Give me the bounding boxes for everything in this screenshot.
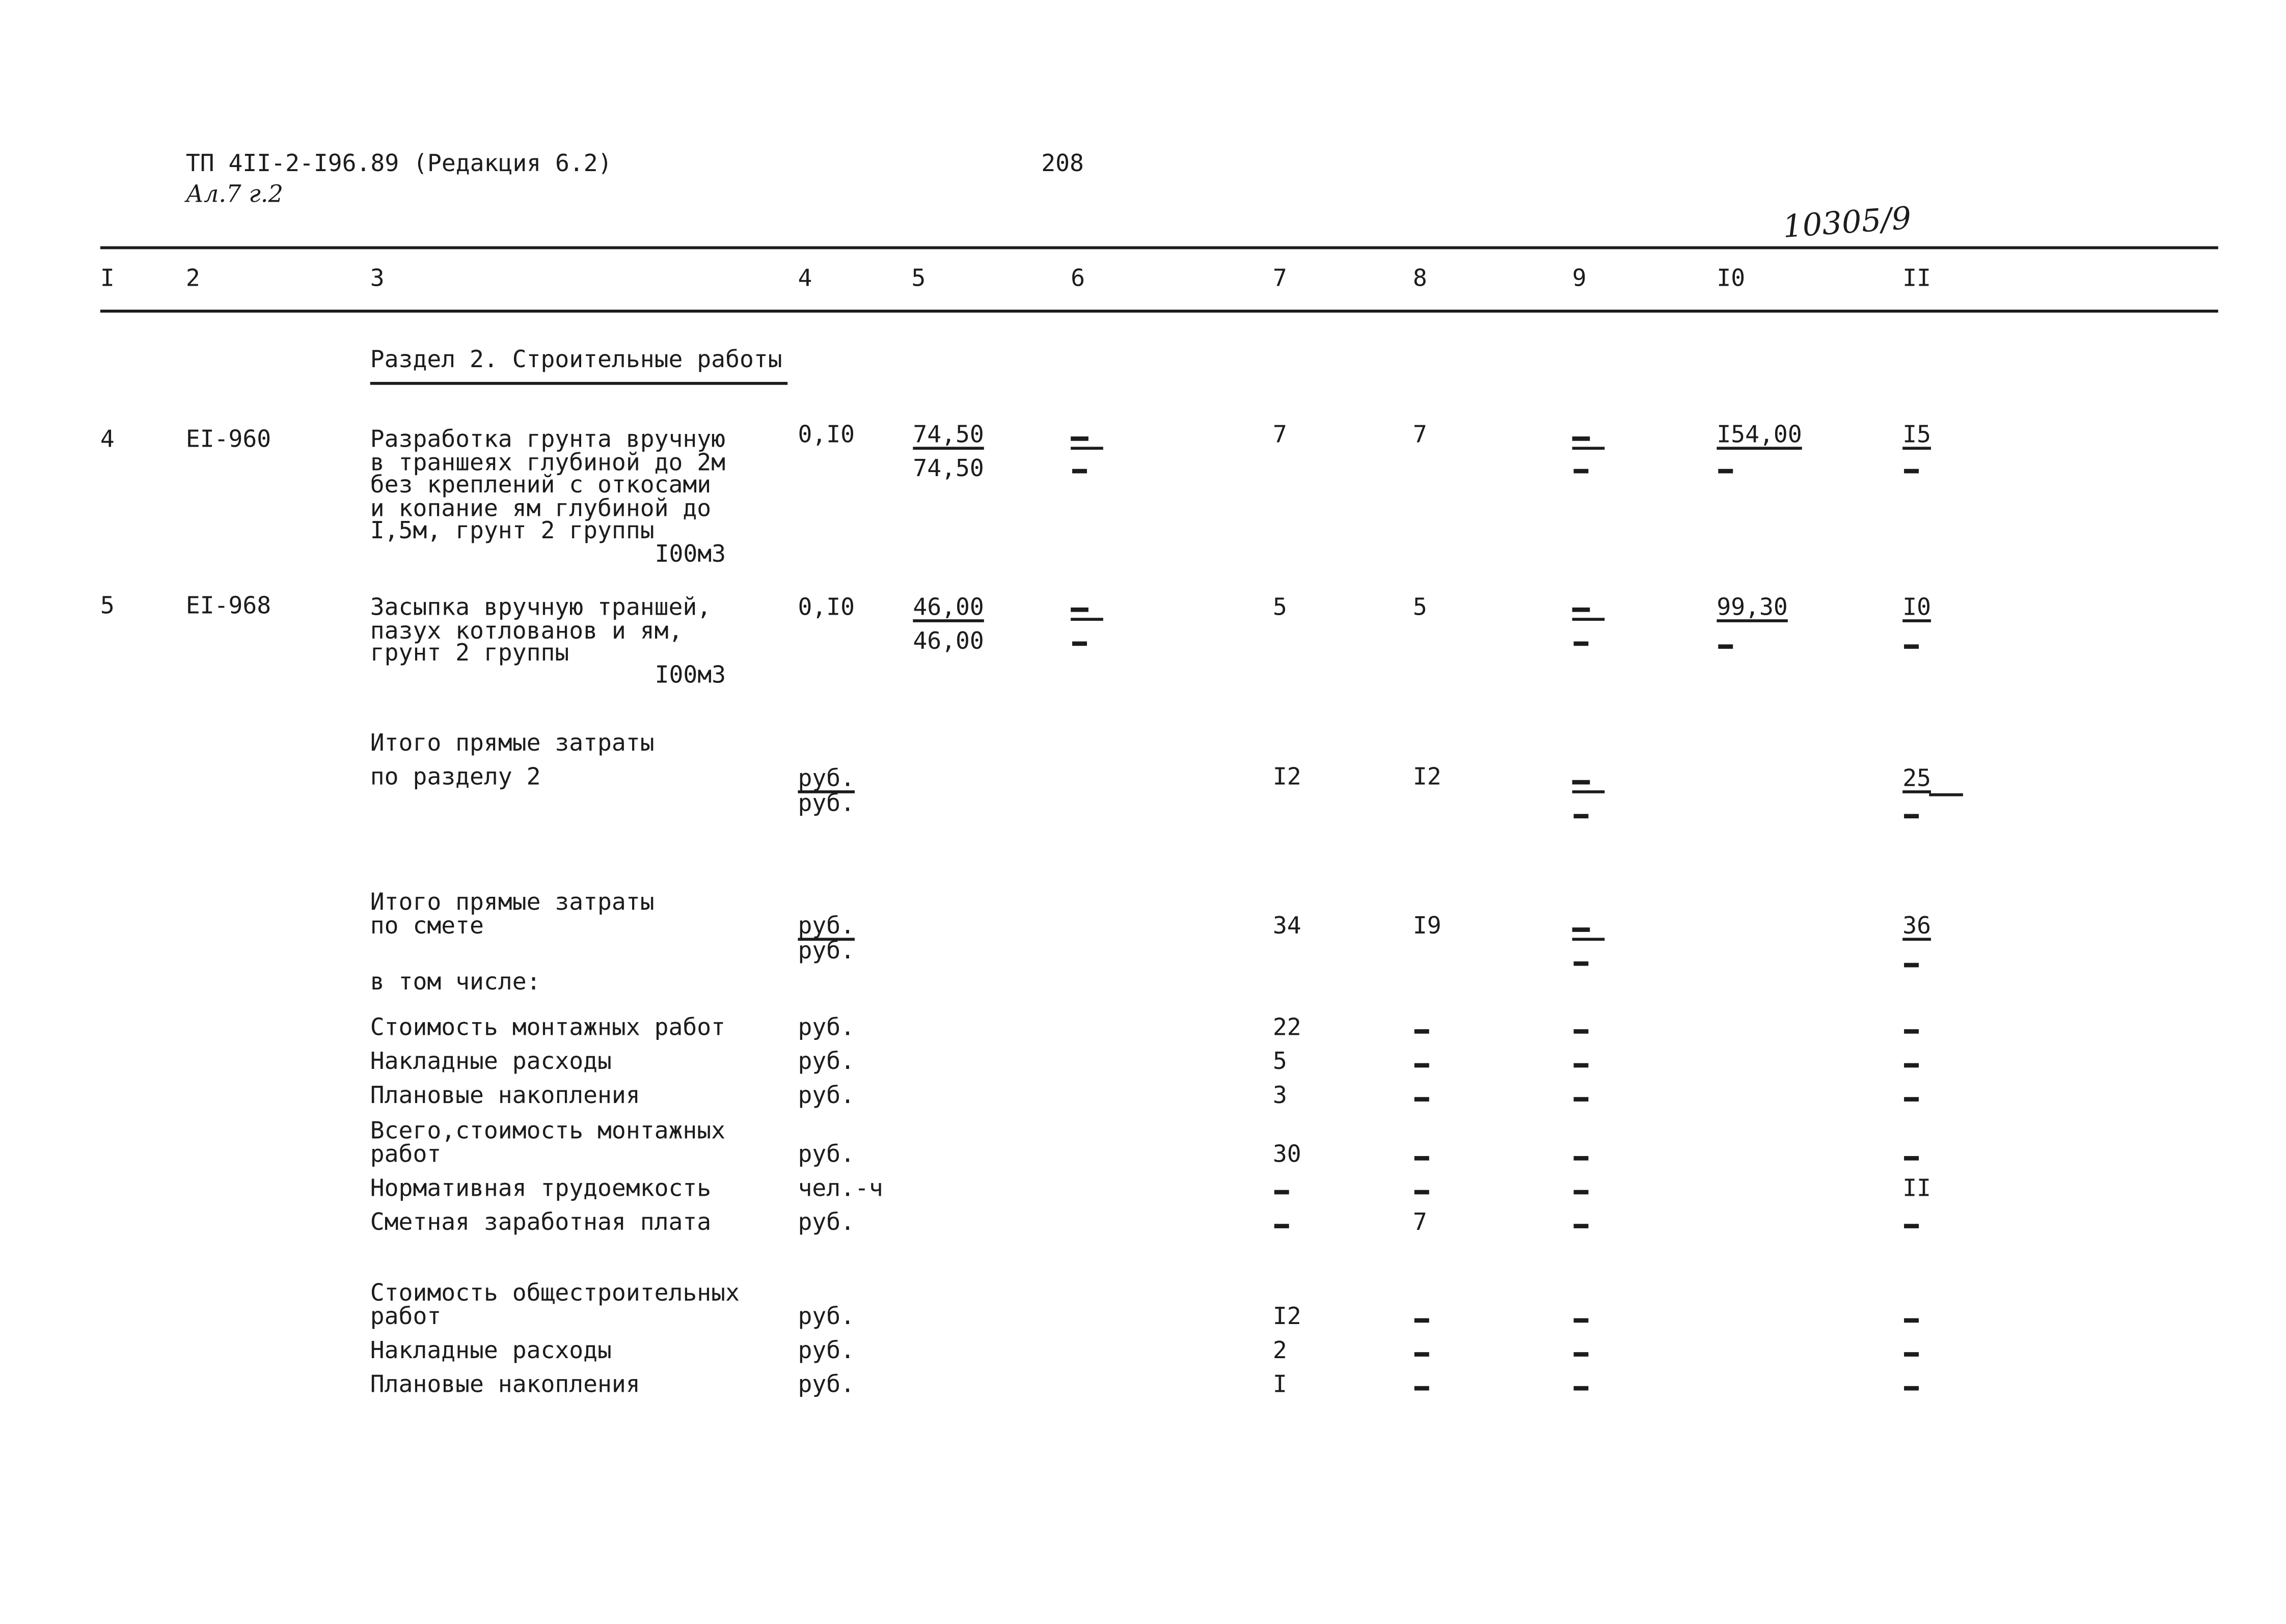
fraction-line <box>1572 447 1605 450</box>
breakdown-c11-value: II <box>1902 1173 1931 1202</box>
breakdown-c7-value: 2 <box>1272 1336 1287 1364</box>
including-label: в том числе: <box>370 967 541 996</box>
fraction-line <box>1071 618 1103 621</box>
empty-dash <box>1573 1156 1588 1161</box>
fraction-line <box>1071 447 1103 450</box>
col7-value: 7 <box>1272 420 1287 449</box>
empty-dash <box>1573 1386 1588 1391</box>
unit-price-total: 74,50 <box>913 420 984 449</box>
empty-dash <box>1414 1029 1429 1034</box>
empty-dash <box>1414 1352 1429 1357</box>
empty-dash <box>1573 642 1588 646</box>
empty-dash <box>1414 1156 1429 1161</box>
unit-price-total: 46,00 <box>913 592 984 621</box>
unit: I00м3 <box>655 539 726 568</box>
page-number: 208 <box>1041 149 1084 177</box>
col7-value: 5 <box>1272 592 1287 621</box>
col7-value: I2 <box>1272 762 1301 790</box>
unit-price-wages: 74,50 <box>913 454 984 482</box>
empty-dash <box>1904 1386 1919 1391</box>
unit-bottom: руб. <box>798 936 855 965</box>
breakdown-label: Плановые накопления <box>370 1081 640 1109</box>
subtotal-label-line1: Итого прямые затраты <box>370 728 655 757</box>
col11-value: I0 <box>1902 592 1931 621</box>
column-number: 2 <box>185 264 200 292</box>
empty-dash <box>1071 436 1088 441</box>
column-number: II <box>1902 264 1931 292</box>
col11-value: I5 <box>1902 420 1931 449</box>
empty-dash <box>1718 644 1733 649</box>
column-number: I0 <box>1717 264 1746 292</box>
empty-dash <box>1904 963 1919 968</box>
col8-value: 7 <box>1412 420 1427 449</box>
breakdown-label: Плановые накопления <box>370 1369 640 1398</box>
total-label-line1: Итого прямые затраты <box>370 888 655 916</box>
total-label-line2: по смете <box>370 911 484 940</box>
empty-dash <box>1573 1352 1588 1357</box>
unit-bottom: руб. <box>798 789 855 817</box>
empty-dash <box>1071 608 1088 612</box>
breakdown-c7-value: 30 <box>1272 1140 1301 1168</box>
handwritten-stamp: 10305/9 <box>1781 200 1913 245</box>
col11-value: 36 <box>1902 911 1931 940</box>
breakdown-label: Нормативная трудоемкость <box>370 1173 712 1202</box>
col10-value: I54,00 <box>1717 420 1802 449</box>
empty-dash <box>1573 961 1588 966</box>
breakdown-unit: руб. <box>798 1302 855 1330</box>
empty-dash <box>1904 1156 1919 1161</box>
empty-dash <box>1904 1318 1919 1323</box>
table-header-rule <box>100 310 2218 313</box>
section-title: Раздел 2. Строительные работы <box>370 345 782 373</box>
empty-dash <box>1904 1063 1919 1068</box>
breakdown-label: Всего,стоимость монтажных работ <box>370 1116 726 1168</box>
empty-dash <box>1904 1224 1919 1228</box>
breakdown-unit: чел.-ч <box>798 1173 883 1202</box>
col8-value: I9 <box>1412 911 1441 940</box>
empty-dash <box>1573 1063 1588 1068</box>
empty-dash <box>1904 1097 1919 1102</box>
empty-dash <box>1573 1190 1588 1195</box>
col8-value: 5 <box>1412 592 1427 621</box>
col7-value: 34 <box>1272 911 1301 940</box>
row-number: 4 <box>100 424 115 453</box>
breakdown-unit: руб. <box>798 1081 855 1109</box>
breakdown-label: Стоимость общестроительных работ <box>370 1278 740 1330</box>
empty-dash <box>1904 1029 1919 1034</box>
breakdown-unit: руб. <box>798 1207 855 1236</box>
breakdown-c8-value: 7 <box>1412 1207 1427 1236</box>
empty-dash <box>1072 642 1087 646</box>
empty-dash <box>1718 469 1733 474</box>
table-top-rule <box>100 246 2218 250</box>
fraction-line <box>1572 938 1605 941</box>
column-number: 7 <box>1272 264 1287 292</box>
fraction-line <box>1572 618 1605 621</box>
unit-top: руб. <box>798 911 855 940</box>
empty-dash <box>1572 927 1590 932</box>
empty-dash <box>1274 1190 1289 1195</box>
row-number: 5 <box>100 591 115 620</box>
column-number: 9 <box>1572 264 1587 292</box>
empty-dash <box>1414 1318 1429 1323</box>
breakdown-c7-value: I2 <box>1272 1302 1301 1330</box>
empty-dash <box>1072 469 1087 474</box>
unit-top: руб. <box>798 763 855 792</box>
empty-dash <box>1414 1097 1429 1102</box>
column-number: I <box>100 264 115 292</box>
empty-dash <box>1573 1318 1588 1323</box>
column-number: 3 <box>370 264 385 292</box>
breakdown-c7-value: 3 <box>1272 1081 1287 1109</box>
unit: I00м3 <box>655 660 726 689</box>
empty-dash <box>1573 1029 1588 1034</box>
empty-dash <box>1573 469 1588 474</box>
quantity: 0,I0 <box>798 420 855 449</box>
unit-price-wages: 46,00 <box>913 626 984 655</box>
breakdown-label: Сметная заработная плата <box>370 1207 712 1236</box>
empty-dash <box>1904 469 1919 474</box>
empty-dash <box>1904 814 1919 818</box>
underline-extension <box>1929 793 1963 796</box>
breakdown-unit: руб. <box>798 1140 855 1168</box>
column-number: 4 <box>798 264 812 292</box>
breakdown-label: Накладные расходы <box>370 1047 612 1075</box>
section-title-underline <box>370 382 787 385</box>
column-number: 6 <box>1071 264 1085 292</box>
col10-value: 99,30 <box>1717 592 1788 621</box>
album-note: Ал.7 г.2 <box>185 180 283 208</box>
document-code: ТП 4II-2-I96.89 (Редакция 6.2) <box>185 149 612 177</box>
empty-dash <box>1573 1224 1588 1228</box>
rate-code: EI-960 <box>185 424 271 453</box>
breakdown-c7-value: I <box>1272 1369 1287 1398</box>
work-description: Засыпка вручную траншей, пазух котлованов и ям, грунт 2 группы <box>370 592 712 667</box>
col11-value: 25 <box>1902 763 1931 792</box>
empty-dash <box>1573 1097 1588 1102</box>
column-number: 8 <box>1412 264 1427 292</box>
subtotal-label-line2: по разделу 2 <box>370 762 541 790</box>
empty-dash <box>1572 608 1590 612</box>
breakdown-unit: руб. <box>798 1336 855 1364</box>
empty-dash <box>1414 1386 1429 1391</box>
empty-dash <box>1274 1224 1289 1228</box>
quantity: 0,I0 <box>798 592 855 621</box>
breakdown-unit: руб. <box>798 1369 855 1398</box>
column-number: 5 <box>911 264 926 292</box>
empty-dash <box>1572 436 1590 441</box>
empty-dash <box>1572 780 1590 785</box>
empty-dash <box>1904 1352 1919 1357</box>
breakdown-c7-value: 22 <box>1272 1013 1301 1041</box>
breakdown-label: Накладные расходы <box>370 1336 612 1364</box>
breakdown-c7-value: 5 <box>1272 1047 1287 1075</box>
empty-dash <box>1414 1190 1429 1195</box>
fraction-line <box>1572 790 1605 793</box>
empty-dash <box>1573 814 1588 818</box>
empty-dash <box>1904 644 1919 649</box>
col8-value: I2 <box>1412 762 1441 790</box>
empty-dash <box>1414 1063 1429 1068</box>
breakdown-unit: руб. <box>798 1047 855 1075</box>
rate-code: EI-968 <box>185 591 271 620</box>
breakdown-label: Стоимость монтажных работ <box>370 1013 726 1041</box>
breakdown-unit: руб. <box>798 1013 855 1041</box>
work-description: Разработка грунта вручную в траншеях глубиной до 2м без креплений с откосами и копание ям глубиной до I,5м, грунт 2 группы <box>370 424 726 545</box>
